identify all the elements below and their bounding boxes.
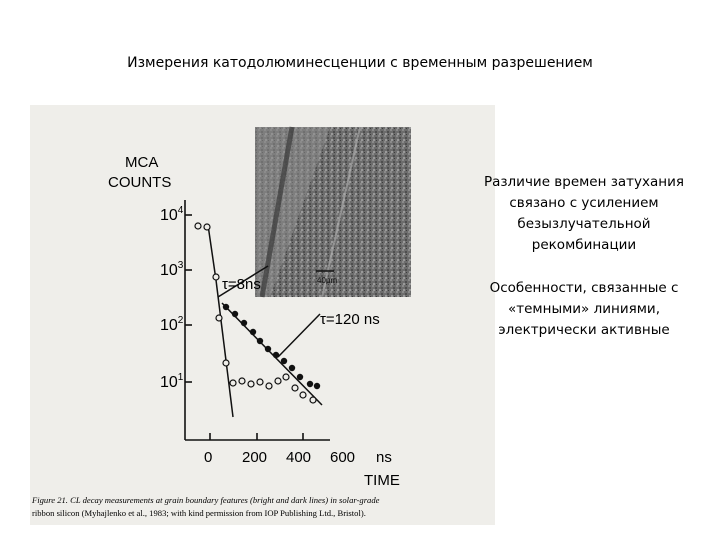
- xtick-600: 600: [330, 449, 356, 466]
- ytick-1e3: $10^3$: [160, 260, 184, 279]
- xtick-200: 200: [242, 449, 268, 466]
- xlabel: TIME: [364, 472, 400, 489]
- ytick-1e4: $10^4$: [160, 205, 184, 224]
- ylabel-line2: COUNTS: [108, 174, 172, 191]
- note-dark-lines: Особенности, связанные с «темными» линиями, электрически активные: [489, 280, 679, 338]
- slide-title: Измерения катодолюминесценции с временным разрешением: [127, 55, 593, 71]
- decay-figure: [30, 105, 495, 525]
- xtick-400: 400: [286, 449, 312, 466]
- y-tick-labels: [160, 205, 184, 391]
- xtick-0: 0: [204, 449, 213, 466]
- ytick-1e1: $10^1$: [160, 372, 184, 391]
- ylabel-line1: MCA: [125, 154, 159, 171]
- decay-figure-svg: [30, 105, 495, 525]
- figure-caption-line1: Figure 21. CL decay measurements at grain boundary features (bright and dark lines) in solar-grade: [32, 495, 380, 505]
- note-decay-times: Различие времен затухания связано с усилением безызлучательной рекомбинации: [483, 174, 685, 253]
- tau-slow-label: τ=120 ns: [320, 311, 380, 328]
- micrograph: [255, 127, 411, 297]
- scale-bar-label: 40µm: [317, 276, 338, 285]
- xtick-unit: ns: [376, 449, 392, 466]
- x-tick-labels: [204, 449, 392, 466]
- ytick-1e2: $10^2$: [160, 315, 184, 334]
- points-dark-line: [223, 304, 320, 389]
- figure-caption-line2: ribbon silicon (Myhajlenko et al., 1983; with kind permission from IOP Publishing Ltd., Bristol).: [32, 508, 366, 518]
- tau-fast-label: τ=8ns: [222, 276, 261, 293]
